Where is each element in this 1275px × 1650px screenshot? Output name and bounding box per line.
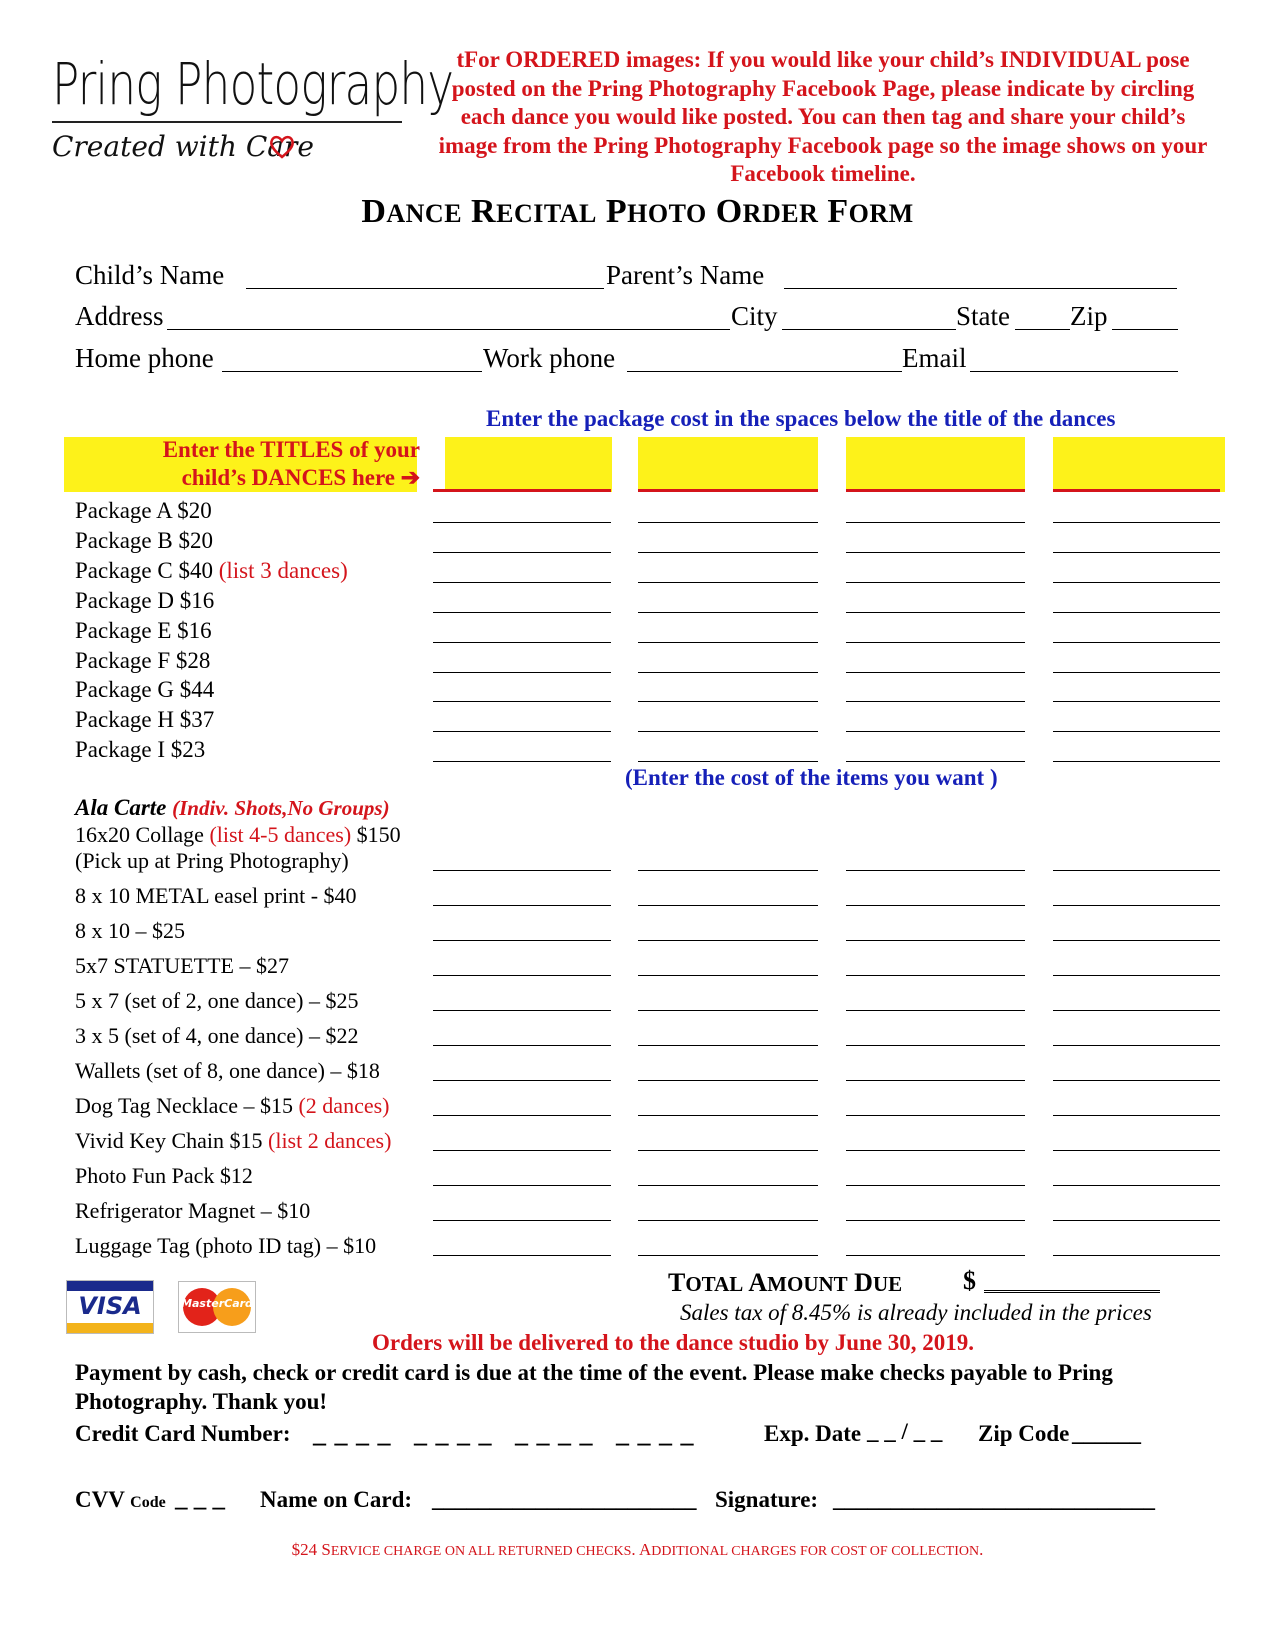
package-h-label: Package H $37 — [75, 707, 215, 732]
exp-date-field[interactable]: _ _ / _ _ — [867, 1419, 943, 1444]
package-a-label: Package A $20 — [75, 498, 212, 523]
item-cost-field[interactable] — [846, 1150, 1025, 1151]
delivery-note: Orders will be delivered to the dance studio by June 30, 2019. — [372, 1330, 975, 1355]
package-i-label: Package I $23 — [75, 737, 206, 762]
item-8x10-label: 8 x 10 – $25 — [75, 918, 185, 943]
package-cost-field[interactable] — [638, 612, 818, 613]
address-field[interactable] — [167, 305, 730, 330]
email-label: Email — [902, 343, 967, 373]
package-cost-field[interactable] — [846, 731, 1025, 732]
package-cost-field[interactable] — [846, 582, 1025, 583]
city-field[interactable] — [782, 305, 956, 330]
package-cost-field[interactable] — [638, 761, 818, 762]
item-cost-field[interactable] — [1053, 1255, 1220, 1256]
facebook-notice: tFor ORDERED images: If you would like your child’s INDIVIDUAL pose posted on the Pring Photography Facebook Page, please indicate by circling each dance you would like posted. You can then tag and share your child’s image from the Pring Photography Facebook page so the image shows on your Facebook timeline. — [438, 47, 1208, 186]
package-cost-field[interactable] — [846, 701, 1025, 702]
package-cost-field[interactable] — [1053, 761, 1220, 762]
payment-terms: Payment by cash, check or credit card is due at the time of the event. Please make checks payable to Pring Photography. Thank you! — [75, 1360, 1113, 1414]
home-phone-label: Home phone — [75, 343, 214, 373]
item-cost-field[interactable] — [433, 1115, 611, 1116]
home-phone-field[interactable] — [222, 347, 482, 372]
item-luggage-tag-label: Luggage Tag (photo ID tag) – $10 — [75, 1233, 377, 1258]
package-cost-field[interactable] — [846, 522, 1025, 523]
credit-card-number-field[interactable]: _ _ _ _ _ _ _ _ _ _ _ _ _ _ _ _ — [313, 1419, 695, 1448]
package-cost-field[interactable] — [1053, 701, 1220, 702]
item-cost-field[interactable] — [846, 1185, 1025, 1186]
item-cost-field[interactable] — [433, 870, 611, 871]
email-field[interactable] — [970, 347, 1178, 372]
package-f-label: Package F $28 — [75, 648, 211, 673]
logo-wordmark: Pring Photography — [52, 50, 454, 118]
work-phone-field[interactable] — [627, 347, 902, 372]
item-cost-field[interactable] — [846, 905, 1025, 906]
package-cost-field[interactable] — [1053, 522, 1220, 523]
item-cost-field[interactable] — [846, 1115, 1025, 1116]
item-cost-field[interactable] — [433, 940, 611, 941]
item-cost-field[interactable] — [1053, 870, 1220, 871]
item-cost-field[interactable] — [638, 1255, 818, 1256]
package-cost-field[interactable] — [433, 582, 611, 583]
item-cost-field[interactable] — [433, 1010, 611, 1011]
item-cost-field[interactable] — [1053, 975, 1220, 976]
item-cost-field[interactable] — [638, 1010, 818, 1011]
item-cost-field[interactable] — [1053, 905, 1220, 906]
visa-card-icon: VISA — [66, 1280, 154, 1334]
package-cost-field[interactable] — [846, 672, 1025, 673]
item-cost-field[interactable] — [1053, 1080, 1220, 1081]
page-title: DANCE RECITAL PHOTO ORDER FORM — [361, 193, 914, 230]
item-cost-field[interactable] — [638, 870, 818, 871]
child-name-label: Child’s Name — [75, 260, 225, 290]
item-cost-field[interactable] — [1053, 940, 1220, 941]
item-cost-field[interactable] — [433, 1045, 611, 1046]
item-cost-field[interactable] — [638, 1220, 818, 1221]
item-cost-field[interactable] — [1053, 1010, 1220, 1011]
package-cost-field[interactable] — [846, 552, 1025, 553]
item-5x7-label: 5 x 7 (set of 2, one dance) – $25 — [75, 988, 359, 1013]
item-dog-tag-label: Dog Tag Necklace – $15 (2 dances) — [75, 1093, 390, 1118]
logo-underline — [52, 121, 402, 123]
state-field[interactable] — [1015, 305, 1070, 330]
item-collage-label: 16x20 Collage (list 4-5 dances) $150 — [75, 822, 401, 847]
item-cost-field[interactable] — [638, 1185, 818, 1186]
dance-title-field-1[interactable] — [433, 489, 611, 492]
address-label: Address — [75, 301, 164, 331]
dance-title-field-3[interactable] — [846, 489, 1025, 492]
item-cost-field[interactable] — [433, 1255, 611, 1256]
item-cost-field[interactable] — [846, 1045, 1025, 1046]
item-cost-field[interactable] — [846, 1010, 1025, 1011]
cvv-label: CVV Code — [75, 1487, 166, 1512]
item-cost-field[interactable] — [1053, 1045, 1220, 1046]
package-cost-field[interactable] — [433, 731, 611, 732]
package-e-label: Package E $16 — [75, 618, 212, 643]
package-c-label: Package C $40 (list 3 dances) — [75, 558, 348, 583]
dance-titles-label: Enter the TITLES of your child’s DANCES here ➔ — [162, 437, 420, 490]
zip-field[interactable] — [1112, 305, 1178, 330]
package-cost-field[interactable] — [638, 552, 818, 553]
item-magnet-label: Refrigerator Magnet – $10 — [75, 1198, 311, 1223]
package-cost-field[interactable] — [638, 642, 818, 643]
dance-title-field-2[interactable] — [638, 489, 818, 492]
item-cost-field[interactable] — [638, 1045, 818, 1046]
arrow-right-icon: ➔ — [400, 465, 420, 490]
package-cost-field[interactable] — [433, 761, 611, 762]
package-cost-field[interactable] — [1053, 672, 1220, 673]
package-cost-field[interactable] — [433, 672, 611, 673]
item-cost-field[interactable] — [638, 975, 818, 976]
item-metal-print-label: 8 x 10 METAL easel print - $40 — [75, 883, 357, 908]
heart-icon — [268, 134, 296, 160]
package-cost-field[interactable] — [433, 612, 611, 613]
package-cost-field[interactable] — [1053, 612, 1220, 613]
package-cost-field[interactable] — [638, 731, 818, 732]
item-cost-field[interactable] — [638, 940, 818, 941]
item-cost-field[interactable] — [1053, 1115, 1220, 1116]
package-cost-field[interactable] — [1053, 731, 1220, 732]
package-cost-field[interactable] — [846, 612, 1025, 613]
credit-card-number-label: Credit Card Number: — [75, 1421, 291, 1446]
item-cost-field[interactable] — [433, 1220, 611, 1221]
zip-code-field[interactable]: ______ — [1072, 1421, 1141, 1446]
package-cost-field[interactable] — [638, 522, 818, 523]
item-cost-field[interactable] — [638, 1150, 818, 1151]
dance-title-field-4[interactable] — [1053, 489, 1220, 492]
parent-name-label: Parent’s Name — [606, 260, 765, 290]
package-b-label: Package B $20 — [75, 528, 213, 553]
item-cost-field[interactable] — [1053, 1150, 1220, 1151]
items-instruction: (Enter the cost of the items you want ) — [625, 765, 998, 790]
item-cost-field[interactable] — [433, 1080, 611, 1081]
item-collage-pickup-note: (Pick up at Pring Photography) — [75, 848, 349, 873]
package-instruction: Enter the package cost in the spaces below the title of the dances — [486, 406, 1116, 431]
signature-label: Signature: — [715, 1487, 819, 1512]
package-cost-field[interactable] — [1053, 552, 1220, 553]
returned-checks-note: $24 SERVICE CHARGE ON ALL RETURNED CHECKS. ADDITIONAL CHARGES FOR COST OF COLLECTION. — [291, 1540, 984, 1559]
item-cost-field[interactable] — [433, 905, 611, 906]
item-cost-field[interactable] — [846, 1220, 1025, 1221]
name-on-card-label: Name on Card: — [260, 1487, 413, 1512]
mastercard-icon: MasterCard — [178, 1281, 256, 1333]
item-3x5-label: 3 x 5 (set of 4, one dance) – $22 — [75, 1023, 359, 1048]
total-amount-field[interactable] — [984, 1290, 1160, 1293]
item-cost-field[interactable] — [846, 870, 1025, 871]
item-cost-field[interactable] — [638, 1080, 818, 1081]
total-amount-label: TOTAL AMOUNT DUE — [668, 1268, 903, 1297]
package-cost-field[interactable] — [433, 642, 611, 643]
city-label: City — [731, 301, 778, 331]
parent-name-field[interactable] — [784, 264, 1177, 289]
package-cost-field[interactable] — [433, 552, 611, 553]
package-cost-field[interactable] — [638, 582, 818, 583]
item-wallets-label: Wallets (set of 8, one dance) – $18 — [75, 1058, 380, 1083]
package-cost-field[interactable] — [846, 761, 1025, 762]
exp-date-label: Exp. Date — [764, 1421, 862, 1446]
sales-tax-note: Sales tax of 8.45% is already included in the prices — [680, 1300, 1152, 1325]
item-cost-field[interactable] — [433, 1185, 611, 1186]
item-key-chain-label: Vivid Key Chain $15 (list 2 dances) — [75, 1128, 392, 1153]
item-cost-field[interactable] — [846, 1080, 1025, 1081]
item-cost-field[interactable] — [638, 1115, 818, 1116]
package-g-label: Package G $44 — [75, 677, 215, 702]
item-fun-pack-label: Photo Fun Pack $12 — [75, 1163, 253, 1188]
item-cost-field[interactable] — [1053, 1220, 1220, 1221]
item-cost-field[interactable] — [846, 940, 1025, 941]
package-cost-field[interactable] — [433, 701, 611, 702]
item-cost-field[interactable] — [433, 975, 611, 976]
ala-carte-heading: Ala Carte (Indiv. Shots,No Groups) — [75, 795, 390, 820]
package-d-label: Package D $16 — [75, 588, 215, 613]
zip-code-label: Zip Code — [978, 1421, 1070, 1446]
total-dollar-sign: $ — [963, 1266, 976, 1295]
package-cost-field[interactable] — [433, 522, 611, 523]
item-cost-field[interactable] — [638, 905, 818, 906]
signature-field[interactable]: ____________________________ — [833, 1487, 1155, 1512]
name-on-card-field[interactable]: _______________________ — [432, 1487, 697, 1512]
package-cost-field[interactable] — [1053, 642, 1220, 643]
item-statuette-label: 5x7 STATUETTE – $27 — [75, 953, 289, 978]
package-cost-field[interactable] — [846, 642, 1025, 643]
item-cost-field[interactable] — [846, 1255, 1025, 1256]
package-cost-field[interactable] — [638, 672, 818, 673]
item-cost-field[interactable] — [433, 1150, 611, 1151]
item-cost-field[interactable] — [1053, 1185, 1220, 1186]
state-label: State — [956, 301, 1010, 331]
package-cost-field[interactable] — [638, 701, 818, 702]
work-phone-label: Work phone — [483, 343, 616, 373]
child-name-field[interactable] — [246, 264, 604, 289]
logo-tagline: Created with Care — [52, 130, 314, 163]
zip-label: Zip — [1070, 301, 1108, 331]
item-cost-field[interactable] — [846, 975, 1025, 976]
cvv-field[interactable]: _ _ _ — [175, 1485, 225, 1512]
package-cost-field[interactable] — [1053, 582, 1220, 583]
